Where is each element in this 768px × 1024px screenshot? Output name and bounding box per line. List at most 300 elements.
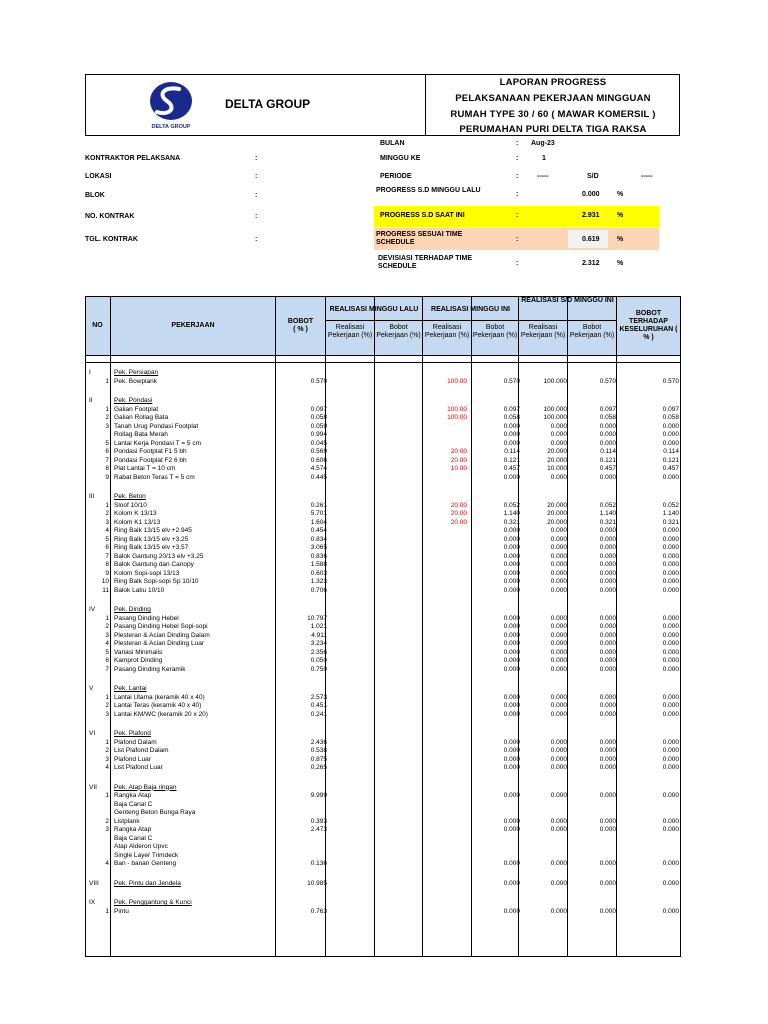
item-name: Pek. Lantai: [114, 685, 147, 692]
bobot-value: 0.241: [310, 710, 327, 718]
bobot-value: 0.836: [310, 552, 327, 560]
item-name: Baja Canal C: [114, 834, 153, 842]
table-row: [85, 473, 680, 482]
realisasi-sd: 0.000: [550, 631, 567, 639]
bobot-keseluruhan: 0.000: [662, 657, 679, 664]
realisasi-sd: 0.000: [550, 817, 567, 825]
info-colon: :: [255, 236, 258, 243]
info-label-periode: PERIODE: [380, 173, 412, 180]
item-number: 2: [105, 702, 109, 709]
report-title-2: PELAKSANAAN PEKERJAAN MINGGUAN: [455, 93, 651, 104]
bobot-sd: 0.321: [599, 518, 616, 526]
realisasi-sd: 0.000: [550, 614, 567, 622]
bobot-ini: 0.000: [503, 422, 520, 430]
info-label-lokasi: LOKASI: [85, 173, 112, 180]
bobot-value: 0.045: [310, 439, 327, 447]
bobot-ini: 0.000: [503, 552, 520, 560]
bobot-keseluruhan: 0.000: [662, 764, 679, 771]
bobot-ini: 0.000: [503, 586, 520, 594]
item-name: Pintu: [114, 907, 129, 915]
roman-numeral: VII: [89, 783, 97, 791]
item-number: 7: [105, 456, 109, 464]
bobot-ini: 0.000: [503, 665, 520, 673]
bobot-ini: 0.000: [503, 860, 520, 867]
bobot-keseluruhan: 0.000: [662, 473, 679, 481]
table-row: [85, 907, 680, 916]
bobot-ini: 0.000: [503, 535, 520, 543]
realisasi-sd: 0.000: [550, 738, 567, 746]
item-number: 2: [105, 510, 109, 517]
item-number: 5: [105, 648, 109, 656]
realisasi-sd: 0.000: [550, 907, 567, 915]
roman-numeral: IX: [89, 899, 96, 906]
table-horizontal-line: [85, 956, 681, 957]
sub-header-realisasi: Realisasi Pekerjaan (%): [520, 324, 566, 339]
bobot-keseluruhan: 0.000: [662, 527, 679, 534]
bobot-value: 0.136: [310, 860, 327, 867]
item-number: 1: [105, 907, 109, 915]
realisasi-sd: 20.000: [547, 518, 567, 526]
table-row: [85, 763, 680, 772]
table-row: [85, 710, 680, 719]
info-colon: :: [516, 191, 519, 198]
bobot-keseluruhan: 0.000: [662, 648, 679, 656]
bobot-keseluruhan: 0.052: [662, 501, 679, 509]
bobot-keseluruhan: 0.000: [662, 755, 679, 763]
sub-header-bobot: Bobot Pekerjaan (%): [569, 324, 615, 339]
item-name: Galian Rollag Bata: [114, 414, 169, 421]
bobot-value: 0.261: [310, 501, 327, 509]
realisasi-sd: 0.000: [550, 879, 567, 887]
item-number: 9: [105, 569, 109, 577]
bobot-keseluruhan: 0.000: [662, 578, 679, 585]
item-name: Ring Balk 13/15 elv +3.25: [114, 535, 189, 543]
table-horizontal-line: [85, 362, 681, 363]
item-name: Balok Gantung dan Canopy: [114, 561, 194, 568]
info-colon: :: [255, 213, 258, 220]
item-number: 1: [105, 405, 109, 413]
realisasi-sd: 20.000: [547, 456, 567, 464]
bobot-keseluruhan: 0.058: [662, 414, 679, 421]
item-number: 11: [102, 586, 109, 594]
bobot-value: 0.393: [310, 817, 327, 825]
bobot-keseluruhan: 0.000: [662, 544, 679, 551]
bobot-value: 1.323: [310, 578, 327, 585]
bobot-sd: 0.000: [599, 702, 616, 709]
bobot-sd: 0.457: [599, 465, 616, 472]
info-value-progress-ini: 2.931: [582, 212, 600, 219]
bobot-keseluruhan: 0.000: [662, 552, 679, 560]
realisasi-sd: 0.000: [550, 826, 567, 833]
bobot-keseluruhan: 0.000: [662, 665, 679, 673]
item-name: Ring Balk Sopi-sopi Sp 10/10: [114, 578, 199, 585]
bobot-ini: 0.000: [503, 544, 520, 551]
item-name: Plesteran & Acian Dinding Dalam: [114, 631, 210, 639]
bobot-sd: 0.000: [599, 826, 616, 833]
item-number: 10: [101, 578, 109, 585]
bobot-ini: 0.570: [503, 377, 520, 385]
bobot-keseluruhan: 0.121: [662, 456, 679, 464]
bobot-keseluruhan: 0.000: [662, 586, 679, 594]
info-unit: %: [617, 212, 624, 219]
realisasi-sd: 20.000: [547, 448, 567, 455]
delta-group-logo: [143, 80, 199, 130]
realisasi-ini: 20.00: [450, 510, 467, 517]
bobot-sd: 0.000: [599, 586, 616, 594]
item-name: List Plafond Dalam: [114, 747, 169, 754]
col-header-bobot: BOBOT ( % ): [287, 318, 314, 333]
sub-header-bobot: Bobot Pekerjaan (%): [376, 324, 421, 339]
item-name: Rollag Bata Merah: [114, 431, 168, 438]
bobot-value: 0.606: [310, 456, 327, 464]
realisasi-sd: 0.000: [550, 755, 567, 763]
info-unit: %: [617, 191, 624, 198]
item-name: List Plafond Luar: [114, 764, 163, 771]
realisasi-sd: 100.000: [543, 405, 567, 413]
item-number: 1: [105, 792, 109, 799]
item-number: 2: [105, 414, 109, 421]
bobot-keseluruhan: 0.000: [662, 860, 679, 867]
bobot-value: 0.834: [310, 535, 327, 543]
item-name: Variasi Minimalis: [114, 648, 163, 656]
bobot-ini: 0.000: [503, 747, 520, 754]
bobot-ini: 0.000: [503, 631, 520, 639]
item-number: 3: [105, 755, 109, 763]
bobot-keseluruhan: 0.000: [662, 817, 679, 825]
info-label-blok: BLOK: [85, 192, 105, 199]
item-name: Pek. Plafond: [114, 730, 151, 737]
sub-header-realisasi: Realisasi Pekerjaan (%): [424, 324, 470, 339]
bobot-ini: 0.000: [503, 702, 520, 709]
bobot-value: 0.875: [310, 755, 327, 763]
info-unit: %: [617, 236, 624, 243]
item-name: Balok Gantung 20/13 elv +3.25: [114, 552, 204, 560]
bobot-sd: 0.000: [599, 792, 616, 799]
report-title-3: RUMAH TYPE 30 / 60 ( MAWAR KOMERSIL ): [450, 109, 656, 120]
item-number: 3: [105, 422, 109, 430]
item-name: Pondasi Footplat F1 5 bh: [114, 448, 187, 455]
realisasi-sd: 10.000: [547, 465, 567, 472]
realisasi-sd: 0.000: [550, 431, 567, 438]
bobot-keseluruhan: 0.114: [663, 448, 679, 455]
bobot-keseluruhan: 0.000: [662, 631, 679, 639]
bobot-sd: 0.000: [599, 473, 616, 481]
realisasi-sd: 0.000: [550, 792, 567, 799]
bobot-sd: 0.000: [599, 569, 616, 577]
realisasi-ini: 100.00: [447, 377, 467, 385]
bobot-ini: 0.000: [503, 578, 520, 585]
realisasi-sd: 0.000: [550, 764, 567, 771]
item-number: 5: [105, 439, 109, 447]
bobot-keseluruhan: 0.000: [662, 747, 679, 754]
realisasi-ini: 20.00: [450, 456, 467, 464]
item-name: Rangka Atap: [114, 826, 152, 833]
item-name: Lantai Teras (keramik 40 x 40): [114, 702, 202, 709]
bobot-keseluruhan: 0.000: [662, 879, 679, 887]
item-number: 9: [105, 473, 109, 481]
bobot-value: 2.356: [310, 648, 327, 656]
info-value-bulan: Aug-23: [531, 140, 555, 147]
item-number: 4: [105, 860, 109, 867]
realisasi-sd: 0.000: [550, 569, 567, 577]
bobot-sd: 0.000: [599, 552, 616, 560]
bobot-ini: 0.000: [503, 693, 520, 701]
realisasi-sd: 0.000: [550, 648, 567, 656]
info-colon: :: [516, 260, 519, 267]
item-name: Plafond Dalam: [114, 738, 157, 746]
item-name: Kamprot Dinding: [114, 657, 163, 664]
info-label-kontraktor: KONTRAKTOR PELAKSANA: [85, 155, 181, 162]
bobot-keseluruhan: 0.000: [662, 738, 679, 746]
info-colon: :: [516, 212, 519, 219]
item-name: Ring Balk 13/15 elv +2.945: [114, 527, 192, 534]
item-name: Pek. Dinding: [114, 606, 151, 613]
col-header-realisasi-minggu-lalu: REALISASI MINGGU LALU: [329, 306, 419, 313]
bobot-ini: 0.000: [503, 826, 520, 833]
item-name: Pek. Beton: [114, 493, 146, 500]
bobot-keseluruhan: 0.000: [662, 693, 679, 701]
report-title-4: PERUMAHAN PURI DELTA TIGA RAKSA: [459, 124, 647, 135]
bobot-ini: 0.000: [503, 473, 520, 481]
item-number: 5: [105, 535, 109, 543]
realisasi-sd: 0.000: [550, 693, 567, 701]
realisasi-sd: 0.000: [550, 552, 567, 560]
realisasi-ini: 100.00: [447, 405, 467, 413]
bobot-sd: 0.000: [599, 860, 616, 867]
item-number: 6: [105, 544, 109, 551]
bobot-value: 10.985: [307, 879, 327, 887]
bobot-sd: 0.058: [599, 414, 616, 421]
bobot-ini: 0.000: [503, 764, 520, 771]
bobot-sd: 0.000: [599, 657, 616, 664]
bobot-keseluruhan: 0.321: [662, 518, 679, 526]
info-colon: :: [516, 173, 519, 180]
item-name: Pek. Pintu dan Jendela: [114, 879, 181, 887]
bobot-keseluruhan: 0.000: [662, 431, 679, 438]
item-number: 4: [105, 527, 109, 534]
item-name: Balok Latiu 10/10: [114, 586, 165, 594]
bobot-keseluruhan: 0.000: [662, 439, 679, 447]
bobot-sd: 1.140: [599, 510, 616, 517]
bobot-sd: 0.570: [599, 377, 616, 385]
item-name: Lantai Kerja Pondasi T = 5 cm: [114, 439, 202, 447]
bobot-sd: 0.000: [599, 431, 616, 438]
item-name: Rangka Atap: [114, 792, 152, 799]
item-number: 3: [105, 826, 109, 833]
item-name: Ring Balk 13/15 elv +3.57: [114, 544, 189, 551]
col-header-realisasi-minggu-ini: REALISASI MINGGU INI: [431, 306, 510, 313]
bobot-value: 1.588: [310, 561, 327, 568]
bobot-sd: 0.000: [599, 764, 616, 771]
bobot-sd: 0.000: [599, 665, 616, 673]
table-row: [85, 586, 680, 595]
realisasi-sd: 0.000: [550, 747, 567, 754]
realisasi-sd: 100.000: [543, 377, 567, 385]
bobot-sd: 0.000: [599, 817, 616, 825]
item-number: 7: [105, 552, 109, 560]
bobot-keseluruhan: 0.570: [662, 377, 679, 385]
realisasi-sd: 0.000: [550, 473, 567, 481]
item-name: Lantai Utama (keramik 40 x 40): [114, 693, 205, 701]
item-name: Rabat Beton Teras T = 5 cm: [114, 473, 195, 481]
info-colon: :: [516, 236, 519, 243]
realisasi-sd: 0.000: [550, 561, 567, 568]
realisasi-sd: 0.000: [550, 535, 567, 543]
bobot-ini: 0.000: [503, 710, 520, 718]
bobot-value: 5.701: [310, 510, 327, 517]
bobot-ini: 0.000: [503, 792, 520, 799]
info-colon: :: [255, 192, 258, 199]
item-name: Kolom K 13/13: [114, 510, 157, 517]
realisasi-sd: 0.000: [550, 623, 567, 630]
item-name: Lantai KM/WC (keramik 20 x 20): [114, 710, 208, 718]
table-horizontal-line: [325, 320, 617, 321]
bobot-ini: 0.114: [504, 448, 520, 455]
bobot-value: 0.994: [310, 431, 327, 438]
bobot-ini: 0.097: [503, 405, 520, 413]
bobot-ini: 0.000: [503, 569, 520, 577]
bobot-value: 0.763: [310, 907, 327, 915]
bobot-keseluruhan: 0.000: [662, 826, 679, 833]
bobot-sd: 0.000: [599, 640, 616, 647]
realisasi-ini: 20.00: [450, 518, 467, 526]
item-name: Single Layer Trimdeck: [114, 851, 179, 859]
bobot-sd: 0.097: [599, 405, 616, 413]
bobot-value: 0.058: [310, 414, 327, 421]
item-name: Pek. Persiapan: [114, 369, 159, 376]
item-name: Pondasi Footplat F2 6 bh: [114, 456, 187, 464]
bobot-value: 2.573: [310, 693, 327, 701]
item-number: 2: [105, 623, 109, 630]
bobot-sd: 0.000: [599, 738, 616, 746]
bobot-sd: 0.000: [599, 535, 616, 543]
bobot-sd: 0.000: [599, 907, 616, 915]
bobot-sd: 0.000: [599, 439, 616, 447]
realisasi-sd: 0.000: [550, 422, 567, 430]
item-name: Pasang Dinding Hebel: [114, 614, 179, 622]
realisasi-sd: 0.000: [550, 544, 567, 551]
bobot-value: 0.603: [310, 569, 327, 577]
info-value-deviasi: 2.312: [582, 260, 600, 267]
item-number: 6: [105, 657, 109, 664]
realisasi-sd: 0.000: [550, 665, 567, 673]
realisasi-sd: 20.000: [547, 501, 567, 509]
bobot-ini: 0.121: [503, 456, 520, 464]
item-name: Baja Canal C: [114, 800, 153, 808]
item-name: Atap Alderon Upvc: [114, 843, 168, 850]
bobot-ini: 1.140: [503, 510, 520, 517]
bobot-keseluruhan: 0.000: [662, 640, 679, 647]
info-colon: :: [255, 173, 258, 180]
info-colon: :: [255, 155, 258, 162]
item-name: Pasang Dinding Keramik: [114, 665, 186, 673]
bobot-ini: 0.000: [503, 561, 520, 568]
item-name: Pek. Pondasi: [114, 397, 153, 404]
table-vertical-line: [680, 296, 681, 956]
bobot-value: 2.436: [310, 738, 327, 746]
sub-header-bobot: Bobot Pekerjaan (%): [472, 324, 518, 339]
info-value-periode-sd: S/D: [587, 173, 599, 180]
bobot-keseluruhan: 0.000: [662, 569, 679, 577]
bobot-value: 0.445: [310, 473, 327, 481]
table-row: [85, 377, 680, 386]
bobot-ini: 0.000: [503, 907, 520, 915]
bobot-value: 4.574: [310, 465, 327, 472]
bobot-value: 1.021: [310, 623, 327, 630]
bobot-ini: 0.058: [503, 414, 520, 421]
item-name: Kolom Sopi-sopi 13/13: [114, 569, 180, 577]
info-value-periode-to: -----: [641, 173, 653, 180]
bobot-keseluruhan: 0.000: [662, 535, 679, 543]
item-name: Plesteran & Acian Dinding Luar: [114, 640, 204, 647]
bobot-sd: 0.000: [599, 623, 616, 630]
bobot-sd: 0.000: [599, 693, 616, 701]
bobot-keseluruhan: 0.000: [662, 710, 679, 718]
bobot-keseluruhan: 0.000: [662, 792, 679, 799]
bobot-sd: 0.000: [599, 544, 616, 551]
info-colon: :: [516, 155, 519, 162]
bobot-keseluruhan: 0.000: [662, 907, 679, 915]
bobot-value: 3.065: [310, 544, 327, 551]
bobot-value: 0.570: [310, 377, 327, 385]
realisasi-sd: 0.000: [550, 586, 567, 594]
item-number: 2: [105, 747, 109, 754]
bobot-ini: 0.000: [503, 640, 520, 647]
info-value-periode-from: -----: [537, 173, 549, 180]
bobot-sd: 0.114: [600, 448, 616, 455]
info-value-progress-lalu: 0.000: [582, 191, 600, 198]
bobot-sd: 0.000: [599, 755, 616, 763]
bobot-sd: 0.000: [599, 710, 616, 718]
roman-numeral: IV: [89, 606, 96, 613]
realisasi-sd: 20.000: [547, 510, 567, 517]
bobot-keseluruhan: 0.000: [662, 614, 679, 622]
bobot-keseluruhan: 0.457: [662, 465, 679, 472]
bobot-keseluruhan: 0.000: [662, 561, 679, 568]
bobot-ini: 0.000: [503, 657, 520, 664]
bobot-sd: 0.000: [599, 578, 616, 585]
bobot-keseluruhan: 1.140: [662, 510, 679, 517]
info-label-progress-lalu: PROGRESS S.D MINGGU LALU: [376, 187, 481, 194]
realisasi-sd: 0.000: [550, 710, 567, 718]
item-name: Sloof 10/10: [114, 501, 147, 509]
col-header-pekerjaan: PEKERJAAN: [171, 322, 215, 329]
bobot-keseluruhan: 0.000: [662, 422, 679, 430]
info-value-progress-schedule: 0.619: [582, 236, 600, 243]
bobot-value: 1.604: [310, 518, 327, 526]
item-number: 3: [105, 518, 109, 526]
item-name: Listplank: [114, 817, 140, 825]
info-unit: %: [617, 260, 624, 267]
bobot-ini: 0.000: [503, 614, 520, 622]
info-label-no-kontrak: NO. KONTRAK: [85, 213, 135, 220]
item-number: 8: [105, 561, 109, 568]
roman-numeral: VIII: [89, 879, 99, 887]
table-row: [85, 859, 680, 868]
report-title-1: LAPORAN PROGRESS: [499, 77, 607, 88]
bobot-ini: 0.000: [503, 738, 520, 746]
bobot-sd: 0.052: [599, 501, 616, 509]
bobot-ini: 0.000: [503, 648, 520, 656]
realisasi-ini: 100.00: [447, 414, 467, 421]
item-name: Kolom K1 13/13: [114, 518, 161, 526]
logo-text: DELTA GROUP: [151, 124, 191, 130]
realisasi-sd: 0.000: [550, 640, 567, 647]
info-label-minggu: MINGGU KE: [380, 155, 421, 162]
bobot-sd: 0.000: [599, 422, 616, 430]
bobot-value: 0.059: [310, 422, 327, 430]
info-label-progress-schedule: PROGRESS SESUAI TIME SCHEDULE: [376, 231, 463, 246]
